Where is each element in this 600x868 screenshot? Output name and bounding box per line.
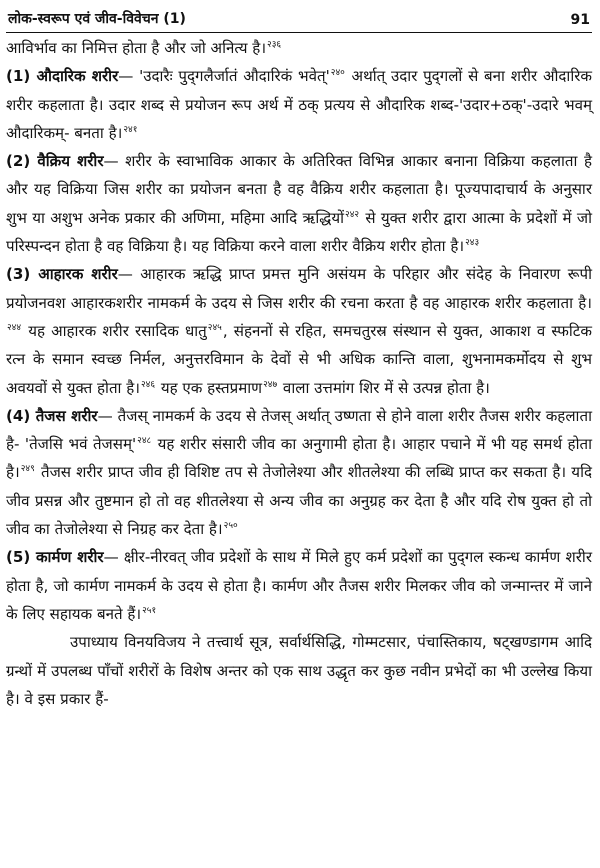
footnote-ref: २४९ <box>20 464 35 475</box>
text-run: — तैजस् नामकर्म के उदय से तेजस् अर्थात् उष्णता से होने वाला शरीर तैजस शरीर कहलाता है- 'तेजसि भवं तेजसम्' <box>6 406 592 454</box>
text-run: से युक्त शरीर द्वारा आत्मा के प्रदेशों में जो परिस्पन्दन होता है वह विक्रिया है। यह विक्रिया करने वाला शरीर वैक्रिय शरीर होता है। <box>6 208 592 256</box>
paragraph <box>6 34 592 62</box>
text-run: , संहननों से रहित, समचतुरस्र संस्थान से युक्त, आकाश व स्फटिक रत्न के समान स्वच्छ निर्मल, अनुत्तरविमान के देवों से भी अधिक कान्ति वाला, शुभनामकर्मोदय से शुभ अवयवों से युक्त होता है। <box>6 321 592 397</box>
footnote-ref: २४४ <box>7 322 22 333</box>
text-run: अर्थात् उदार पुद्‌गलों से बना शरीर औदारिक शरीर कहलाता है। उदार शब्द से प्रयोजन रूप अर्थ में ठक् प्रत्यय से औदारिक शब्द-'उदार+ठक्'-उदारे भवम् औदारिकम्- बनता है। <box>6 67 592 142</box>
footnote-ref: २४८ <box>137 436 152 447</box>
text-run: यह आहारक शरीर रसादिक धातु <box>22 321 207 340</box>
header-divider <box>6 32 592 33</box>
paragraph-audarik <box>6 62 592 147</box>
text-run: तैजस शरीर प्राप्त जीव ही विशिष्ट तप से तेजोलेश्या और शीतलेश्या की लब्धि प्राप्त कर सकता है। यदि जीव प्रसन्न और तुष्टमान हो तो वह शीतलेश्या से अन्य जीव का अनुग्रह कर देता है और यदि रोष युक्त हो तो जीव का तेजोलेश्या से निग्रह कर देता है। <box>6 463 592 539</box>
text-run: उपाध्याय विनयविजय ने तत्त्वार्थ सूत्र, सर्वार्थसिद्धि, गोम्मटसार, पंचास्तिकाय, षट्खण्डागम आदि ग्रन्थों में उपलब्ध पाँचों शरीरों के विशेष अन्तर को एक साथ उद्धृत कर कुछ नवीन प्रभेदों का भी उल्लेख किया है। वे इस प्रकार हैं- <box>6 633 592 708</box>
footnote-ref: २५१ <box>142 605 157 616</box>
paragraph-karman <box>6 543 592 628</box>
running-title: लोक-स्वरूप एवं जीव-विवेचन (1) <box>8 11 186 27</box>
text-run: यह शरीर संसारी जीव का अनुगामी होता है। आहार पचाने में भी यह समर्थ होता है। <box>6 435 592 482</box>
footnote-ref: २४० <box>330 68 345 79</box>
section-heading: (4) तैजस शरीर <box>6 406 98 425</box>
footnote-ref: २४६ <box>141 379 156 390</box>
text-run: — क्षीर-नीरवत् जीव प्रदेशों के साथ में मिले हुए कर्म प्रदेशों का पुद्‌गल स्कन्ध कार्मण शरीर होता है, जो कार्मण नामकर्म के उदय से होता है। कार्मण और तैजस शरीर मिलकर जीव को जन्मान्तर में जाने के लिए सहायक बनते हैं। <box>6 548 592 623</box>
footnote-ref: २५० <box>223 521 238 532</box>
body-text <box>6 34 592 713</box>
text-run: — आहारक ऋद्धि प्राप्त प्रमत्त मुनि असंयम के परिहार और संदेह के निवारण रूपी प्रयोजनवश आहारकशरीर नामकर्म के उदय से जिस शरीर की रचना करता है वह आहारक शरीर कहलाता है। <box>6 265 593 312</box>
footnote-ref: २३६ <box>267 39 282 50</box>
paragraph-summary <box>6 628 592 713</box>
footnote-ref: २४१ <box>123 124 138 135</box>
text-run: — 'उदारैः पुद्‌गलैर्जातं औदारिकं भवेत्' <box>118 67 330 86</box>
text-run: आविर्भाव का निमित्त होता है और जो अनित्य है। <box>6 39 267 57</box>
footnote-ref: २४३ <box>465 238 480 249</box>
text-run: यह एक हस्तप्रमाण <box>156 378 263 397</box>
section-heading: (1) औदारिक शरीर <box>6 67 119 86</box>
footnote-ref: २४७ <box>263 379 278 390</box>
page-header <box>8 2 590 28</box>
section-heading: (3) आहारक शरीर <box>6 265 118 284</box>
page-number: 91 <box>570 12 590 28</box>
text-run: वाला उत्तमांग शिर में से उत्पन्न होता है। <box>278 378 490 397</box>
section-heading: (5) कार्मण शरीर <box>6 548 104 567</box>
footnote-ref: २४५ <box>207 322 222 333</box>
text-run: — शरीर के स्वाभाविक आकार के अतिरिक्त विभिन्न आकार बनाना विक्रिया कहलाता है और यह विक्रिया जिस शरीर का प्रयोजन बनता है वह वैक्रिय शरीर कहलाता है। पूज्यपादाचार्य के अनुसार शुभ या अशुभ अनेक प्रकार की अणिमा, महिमा आदि ऋद्धियों <box>6 152 593 227</box>
footnote-ref: २४२ <box>345 209 360 220</box>
paragraph-vaikriya <box>6 147 592 260</box>
section-heading: (2) वैक्रिय शरीर <box>6 152 104 171</box>
paragraph-taijas <box>6 402 592 543</box>
paragraph-aharak <box>6 260 592 401</box>
